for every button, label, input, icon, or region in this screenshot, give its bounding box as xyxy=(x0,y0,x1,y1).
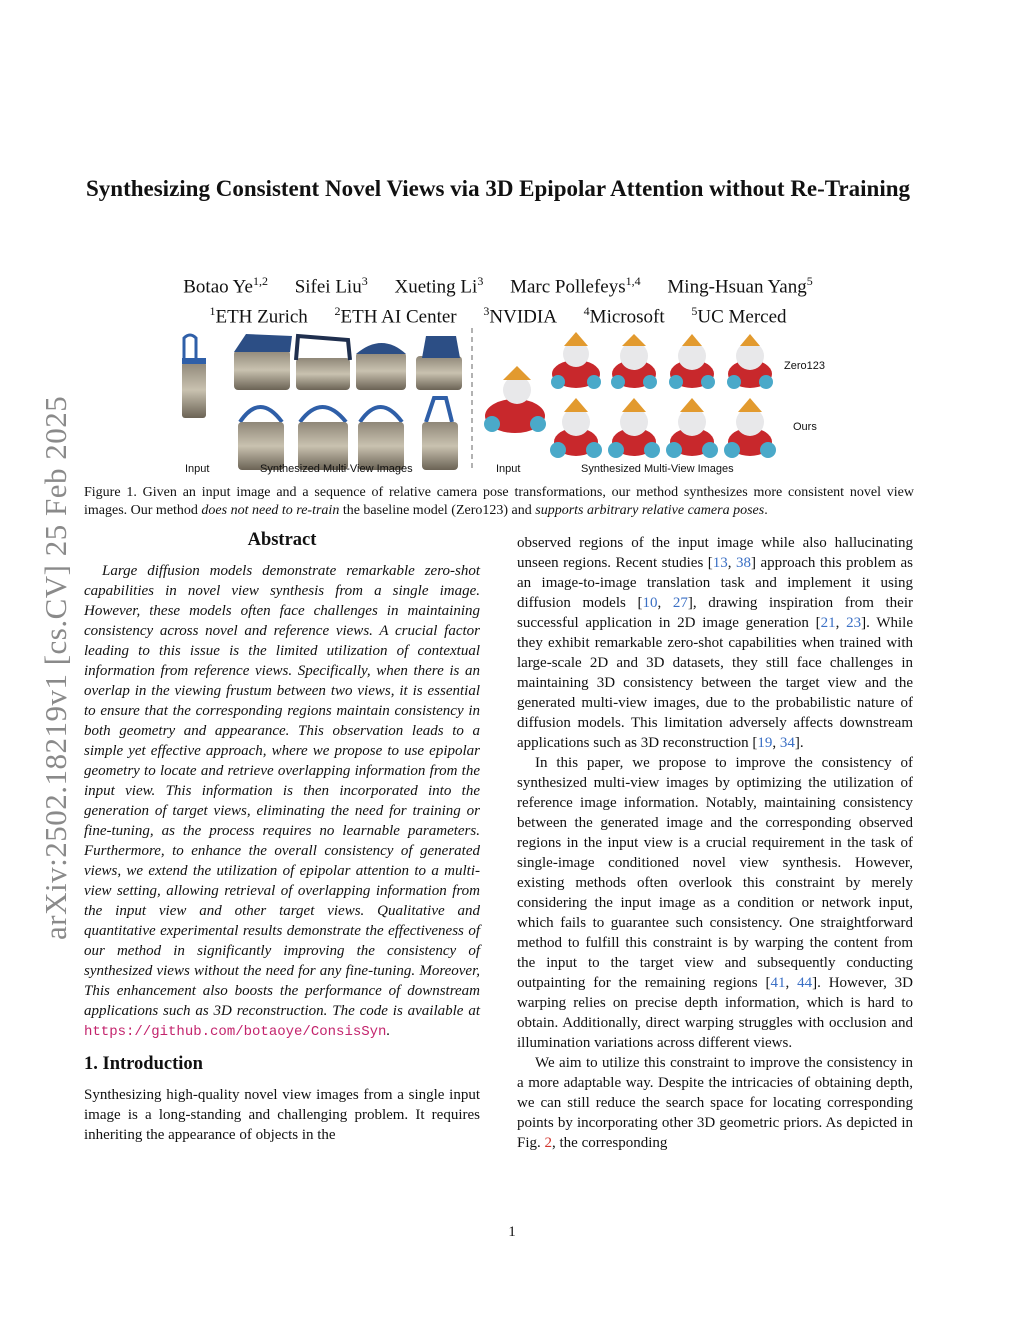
citation-link[interactable]: 21 xyxy=(820,615,836,631)
left-column xyxy=(84,530,480,1145)
affiliation: $^4$Microsoft xyxy=(583,304,665,328)
author: Botao Ye$^{1,2}$ xyxy=(183,274,268,298)
citation-link[interactable]: 34 xyxy=(779,735,795,751)
author: Sifei Liu$^3$ xyxy=(294,274,368,298)
figure-label-synth-left: Synthesized Multi-View Images xyxy=(260,463,413,475)
paper-title: Synthesizing Consistent Novel Views via 3D Epipolar Attention without Re-Training xyxy=(85,176,911,201)
affiliation: $^1$ETH Zurich xyxy=(209,304,308,328)
affiliation: $^2$ETH AI Center xyxy=(334,304,457,328)
affiliation: $^3$NVIDIA xyxy=(483,304,557,328)
figure-row-label-zero123: Zero123 xyxy=(784,360,825,372)
citation-link[interactable]: 41 xyxy=(770,975,786,991)
author: Ming-Hsuan Yang$^5$ xyxy=(667,274,813,298)
ours-toy-views xyxy=(550,398,776,458)
citation-link[interactable]: 38 xyxy=(736,555,751,571)
teaser-figure xyxy=(170,328,840,478)
citation-link[interactable]: 13 xyxy=(712,555,728,571)
figure-row-label-ours: Ours xyxy=(793,421,817,433)
intro-paragraph: In this paper, we propose to improve the consistency of synthesized multi-view images by optimizing the utilization of reference image information. Notably, maintaining consistency between the generated image and the corresponding observed regions in the input view is a crucial requirement in the task of single-image conditioned novel view synthesis. However, existing methods often overlook this constraint by merely considering the input image as a condition or network input, which fails to guarantee such consistency. One straightforward method to fulfill this constraint is by warping the content from the input to the target view and subsequently conducting outpainting for the remaining regions [41, 44]. However, 3D warping relies on precise depth information, which is hard to obtain. Additionally, direct warping struggles with occlusion and illumination variations across different views. xyxy=(517,755,914,1051)
intro-paragraph: Synthesizing high-quality novel view images from a single input image is a long-standing and challenging problem. It requires inheriting the appearance of objects in the xyxy=(84,1087,480,1143)
abstract-heading: Abstract xyxy=(247,530,317,550)
introduction-heading: 1. Introduction xyxy=(84,1054,203,1074)
code-link[interactable]: https://github.com/botaoye/ConsisSyn xyxy=(84,1024,387,1040)
author-list xyxy=(80,269,916,299)
zero123-basket-views xyxy=(234,334,462,390)
toy-input-image xyxy=(484,366,546,433)
citation-link[interactable]: 10 xyxy=(642,595,658,611)
zero123-toy-views xyxy=(551,332,773,389)
arxiv-identifier[interactable]: arXiv:2502.18219v1 [cs.CV] 25 Feb 2025 xyxy=(38,395,73,940)
intro-paragraph: We aim to utilize this constraint to improve the consistency in a more adaptable way. Despite the intricacies of obtaining depth, we can still reduce the search space for locating corresponding points by incorporating other 3D geometric priors. As depicted in Fig. 2, the corresponding xyxy=(517,1055,913,1151)
citation-link[interactable]: 23 xyxy=(846,615,862,631)
affiliation-list xyxy=(80,299,916,329)
affiliation: $^5$UC Merced xyxy=(691,304,787,328)
intro-paragraph: observed regions of the input image while also hallucinating unseen regions. Recent studies [13, 38] approach this problem as an image-to-image translation task and implement it using diffusion models [10, 27], drawing inspiration from their successful application in 2D image generation [21, 23]. While they exhibit remarkable zero-shot capabilities when trained with large-scale 2D and 3D datasets, they still face challenges in maintaining 3D consistency between the target view and the generated multi-view images, due to the probabilistic nature of diffusion models. This limitation adversely affects downstream applications such as 3D reconstruction [19, 34]. xyxy=(517,535,914,751)
citation-link[interactable]: 44 xyxy=(797,975,813,991)
abstract-text: Large diffusion models demonstrate remarkable zero-shot capabilities in novel view synthesis from a single image. However, these models often face challenges in maintaining consistency across novel and reference views. A crucial factor leading to this issue is the limited utilization of contextual information from reference views. Specifically, when there is an overlap in the viewing frustum between two views, it is essential to ensure that the corresponding regions maintain consistency in both geometry and appearance. This observation leads to a simple yet effective approach, where we propose to use epipolar geometry to locate and retrieve overlapping information from the input view. This information is then incorporated into the generation of target views, eliminating the need for training or fine-tuning, as the process requires no learnable parameters. Furthermore, to enhance the overall consistency of generated views, we extend the utilization of epipolar attention to a multi-view setting, allowing retrieval of overlapping information from the input view and other target views. Qualitative and quantitative experimental results demonstrate the effectiveness of our method in significantly improving the consistency of synthesized views without the need for any fine-tuning. Moreover, This enhancement also boosts the performance of downstream applications such as 3D reconstruction. The code is available at https://github.com/botaoye/ConsisSyn. xyxy=(84,563,480,1040)
basket-input-image xyxy=(182,335,206,418)
citation-link[interactable]: 27 xyxy=(672,595,688,611)
right-column xyxy=(517,533,913,1153)
figure-label-input-right: Input xyxy=(496,463,521,475)
figure-label-synth-right: Synthesized Multi-View Images xyxy=(581,463,734,475)
figure-reference-link[interactable]: 2 xyxy=(544,1135,553,1151)
author-block xyxy=(80,269,916,330)
author: Marc Pollefeys$^{1,4}$ xyxy=(510,274,641,298)
page-number: 1 xyxy=(508,1224,516,1240)
citation-link[interactable]: 19 xyxy=(757,735,773,751)
ours-basket-views xyxy=(238,398,458,470)
figure-caption: Figure 1. Given an input image and a sequence of relative camera pose transformations, our method synthesizes more consistent novel view images. Our method does not need to re-train the baseline model (Zero123) and supports arbitrary relative camera poses. xyxy=(84,485,914,518)
figure-label-input-left: Input xyxy=(185,463,210,475)
author: Xueting Li$^3$ xyxy=(394,274,484,298)
